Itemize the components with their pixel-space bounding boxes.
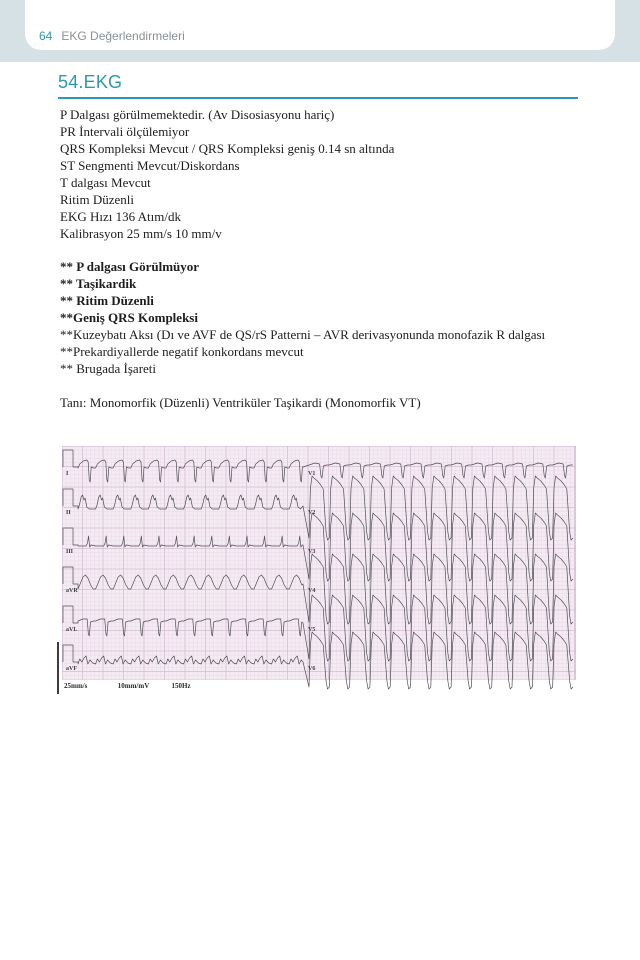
ekg-gain: 10mm/mV — [117, 682, 150, 690]
highlight-line: ** Ritim Düzenli — [60, 293, 154, 308]
ekg-filter: 150Hz — [171, 682, 191, 690]
lead-label-aVR: aVR — [66, 588, 78, 594]
ekg-paper-speed: 25mm/s — [64, 682, 88, 690]
running-header — [25, 0, 615, 50]
finding-line: Ritim Düzenli — [60, 192, 135, 207]
highlight-line: **Geniş QRS Kompleksi — [60, 310, 198, 325]
lead-label-V5: V5 — [308, 627, 316, 633]
ekg-grid-paper — [62, 446, 575, 679]
lead-label-III: III — [66, 549, 74, 555]
lead-label-V1: V1 — [308, 471, 316, 477]
finding-line: P Dalgası görülmemektedir. (Av Disosiasyonu hariç) — [60, 107, 335, 122]
finding-line: ST Sengmenti Mevcut/Diskordans — [60, 158, 240, 173]
lead-label-V6: V6 — [308, 666, 316, 672]
ekg-calibration-footer — [64, 682, 191, 690]
finding-line: QRS Kompleksi Mevcut / QRS Kompleksi geniş 0.14 sn altında — [60, 141, 395, 156]
highlight-line: ** Taşikardik — [60, 276, 137, 291]
ekg-strip — [62, 446, 576, 696]
section-title: 54.EKG — [58, 72, 123, 92]
ekg-left-tick — [57, 642, 59, 694]
lead-label-V3: V3 — [308, 549, 316, 555]
title-rule — [58, 97, 578, 99]
lead-label-V2: V2 — [308, 510, 316, 516]
finding-line: PR İntervali ölçülemiyor — [60, 124, 190, 139]
highlight-line: ** Brugada İşareti — [60, 361, 157, 376]
findings-block — [60, 106, 620, 242]
lead-label-aVF: aVF — [66, 666, 77, 672]
highlight-line: **Kuzeybatı Aksı (Dı ve AVF de QS/rS Patterni – AVR derivasyonunda monofazik R dalgası — [60, 327, 546, 342]
lead-label-II: II — [66, 510, 71, 516]
lead-label-V4: V4 — [308, 588, 316, 594]
highlights-block — [60, 258, 620, 377]
finding-line: EKG Hızı 136 Atım/dk — [60, 209, 181, 224]
finding-line: Kalibrasyon 25 mm/s 10 mm/v — [60, 226, 222, 241]
lead-label-aVL: aVL — [66, 627, 78, 633]
running-header-title: EKG Değerlendirmeleri — [61, 29, 185, 43]
lead-label-I: I — [66, 471, 69, 477]
page-number: 64 — [39, 29, 53, 43]
ekg-paper — [62, 446, 576, 696]
diagnosis-line: Tanı: Monomorfik (Düzenli) Ventriküler Taşikardi (Monomorfik VT) — [60, 395, 421, 410]
finding-line: T dalgası Mevcut — [60, 175, 151, 190]
highlight-line: **Prekardiyallerde negatif konkordans mevcut — [60, 344, 304, 359]
highlight-line: ** P dalgası Görülmüyor — [60, 259, 200, 274]
